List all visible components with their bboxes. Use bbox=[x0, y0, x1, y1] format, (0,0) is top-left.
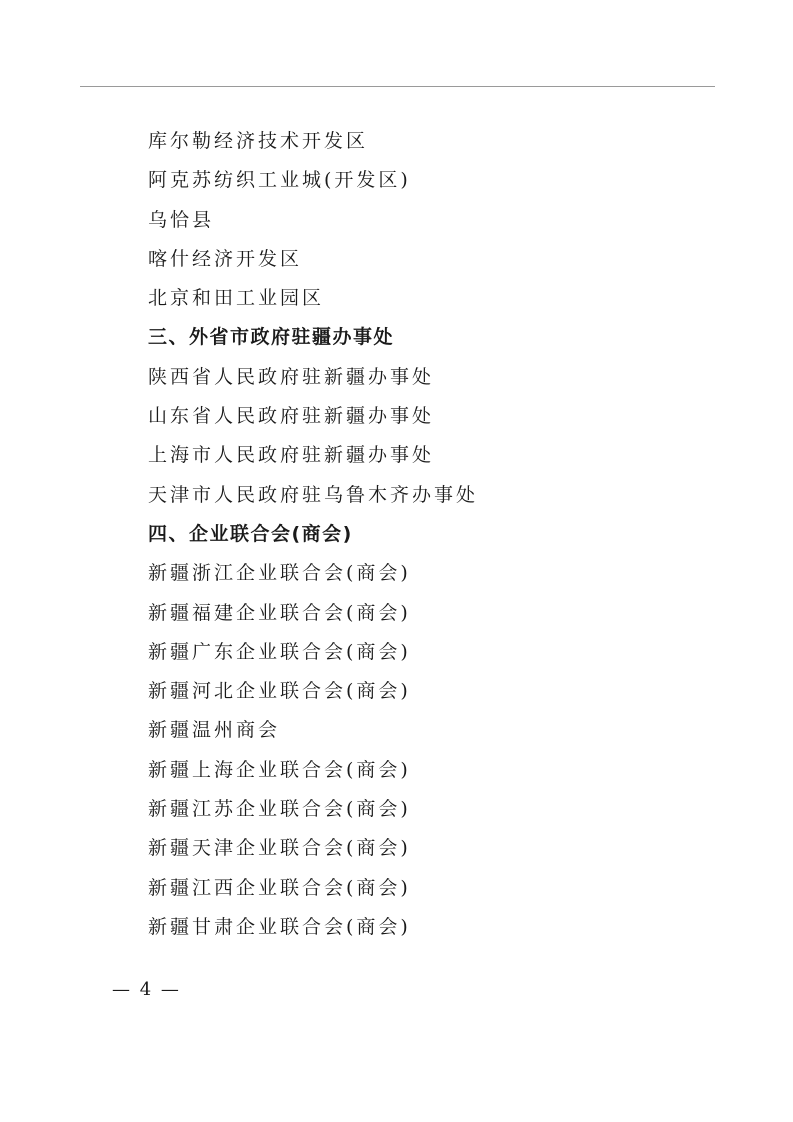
list-item: 新疆温州商会 bbox=[148, 719, 281, 742]
document-body bbox=[148, 122, 708, 947]
list-item: 阿克苏纺织工业城(开发区) bbox=[148, 169, 411, 192]
list-item: 上海市人民政府驻新疆办事处 bbox=[148, 444, 435, 467]
list-item: 新疆天津企业联合会(商会) bbox=[148, 837, 411, 860]
list-item: 新疆河北企业联合会(商会) bbox=[148, 680, 411, 703]
section-heading: 四、企业联合会(商会) bbox=[148, 522, 353, 545]
list-item: 新疆福建企业联合会(商会) bbox=[148, 601, 411, 624]
list-item: 天津市人民政府驻乌鲁木齐办事处 bbox=[148, 483, 479, 506]
list-item: 新疆浙江企业联合会(商会) bbox=[148, 562, 411, 585]
header-rule bbox=[80, 86, 715, 87]
list-item: 北京和田工业园区 bbox=[148, 287, 325, 310]
list-item: 陕西省人民政府驻新疆办事处 bbox=[148, 365, 435, 388]
section-heading: 三、外省市政府驻疆办事处 bbox=[148, 326, 395, 349]
list-item: 新疆上海企业联合会(商会) bbox=[148, 758, 411, 781]
page-number: — 4 — bbox=[112, 979, 181, 1000]
list-item: 喀什经济开发区 bbox=[148, 247, 303, 270]
list-item: 新疆甘肃企业联合会(商会) bbox=[148, 915, 411, 938]
list-item: 新疆广东企业联合会(商会) bbox=[148, 640, 411, 663]
list-item: 新疆江西企业联合会(商会) bbox=[148, 876, 411, 899]
list-item: 库尔勒经济技术开发区 bbox=[148, 130, 369, 152]
list-item: 山东省人民政府驻新疆办事处 bbox=[148, 405, 435, 428]
list-item: 乌恰县 bbox=[148, 208, 215, 231]
list-item: 新疆江苏企业联合会(商会) bbox=[148, 798, 411, 821]
